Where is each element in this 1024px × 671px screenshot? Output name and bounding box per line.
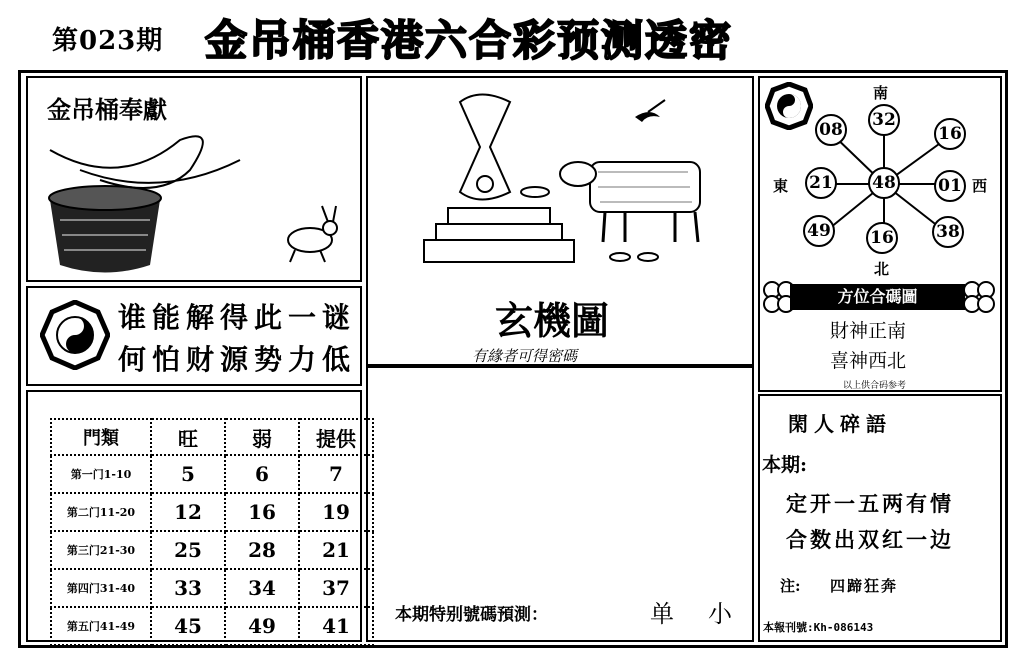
note-text: 四蹄狂奔 (830, 577, 899, 595)
cell-value: 7 (299, 455, 373, 493)
cell-value: 28 (225, 531, 299, 569)
direction-south: 南 (873, 84, 889, 102)
cell-value: 49 (225, 607, 299, 645)
note-label: 注: (780, 577, 801, 595)
header-strong: 旺 (151, 419, 225, 455)
number-circle: 01 (934, 170, 966, 202)
wealth-god-direction: 財神正南 (830, 320, 907, 342)
issue-number: 第023期 (52, 26, 164, 56)
table-row (51, 455, 373, 493)
hint-line-2: 合数出双红一边 (786, 527, 954, 552)
gate-table (50, 418, 374, 646)
joy-god-direction: 喜神西北 (830, 350, 907, 372)
number-circle: 21 (805, 167, 837, 199)
number-circle: 48 (868, 167, 900, 199)
bagua-yinyang-icon (40, 300, 110, 370)
riddle-line-2: 何怕财源势力低 (118, 343, 357, 376)
cell-value: 45 (151, 607, 225, 645)
number-circle: 16 (866, 222, 898, 254)
period-label: 本期: (762, 454, 808, 476)
combo-title: 方位合碼圖 (790, 284, 965, 310)
bird-icon (635, 100, 665, 122)
cell-value: 37 (299, 569, 373, 607)
number-circle: 16 (934, 118, 966, 150)
diagram-title: 玄機圖 (495, 298, 610, 343)
cell-value: 33 (151, 569, 225, 607)
cell-value: 19 (299, 493, 373, 531)
table-row (51, 493, 373, 531)
row-label: 第一门1-10 (51, 455, 151, 493)
header-weak: 弱 (225, 419, 299, 455)
ox-icon (560, 162, 700, 242)
bucket-icon (49, 136, 240, 272)
bucket-rabbit-illustration (40, 130, 350, 280)
cell-value: 25 (151, 531, 225, 569)
cell-value: 16 (225, 493, 299, 531)
diagram-subtitle: 有緣者可得密碼 (472, 347, 578, 365)
row-label: 第四门31-40 (51, 569, 151, 607)
page-title: 金吊桶香港六合彩预测透密 (205, 16, 734, 65)
row-label: 第二门11-20 (51, 493, 151, 531)
table-header-row (51, 419, 373, 455)
hint-line-1: 定开一五两有情 (786, 491, 954, 516)
number-circle: 38 (932, 216, 964, 248)
header-category: 門類 (51, 419, 151, 455)
mystery-illustration (420, 92, 720, 272)
idle-talk-title: 閑人碎語 (788, 412, 892, 436)
riddle-line-1: 谁能解得此一谜 (118, 301, 357, 334)
direction-east: 東 (773, 177, 789, 195)
special-number-value: 单 (650, 600, 674, 628)
table-row (51, 569, 373, 607)
cell-value: 5 (151, 455, 225, 493)
number-circle: 32 (868, 104, 900, 136)
cell-value: 6 (225, 455, 299, 493)
special-number-label: 本期特别號碼預測： (395, 605, 548, 625)
header-provide: 提供 (299, 419, 373, 455)
publication-code: 本報刊號:Kh-086143 (763, 621, 874, 634)
direction-west: 西 (972, 177, 988, 195)
number-circle: 49 (803, 215, 835, 247)
table-row (51, 531, 373, 569)
ingots-icon (610, 253, 658, 261)
special-number-value: 小 (708, 600, 732, 628)
row-label: 第五门41-49 (51, 607, 151, 645)
altar-icon (424, 95, 574, 263)
cell-value: 34 (225, 569, 299, 607)
cell-value: 21 (299, 531, 373, 569)
direction-north: 北 (874, 260, 890, 278)
reference-note: 以上供合码参考 (843, 381, 907, 391)
rabbit-icon (288, 206, 337, 262)
table-row (51, 607, 373, 645)
tribute-title: 金吊桶奉獻 (47, 96, 167, 124)
cell-value: 12 (151, 493, 225, 531)
cell-value: 41 (299, 607, 373, 645)
row-label: 第三门21-30 (51, 531, 151, 569)
number-circle: 08 (815, 114, 847, 146)
